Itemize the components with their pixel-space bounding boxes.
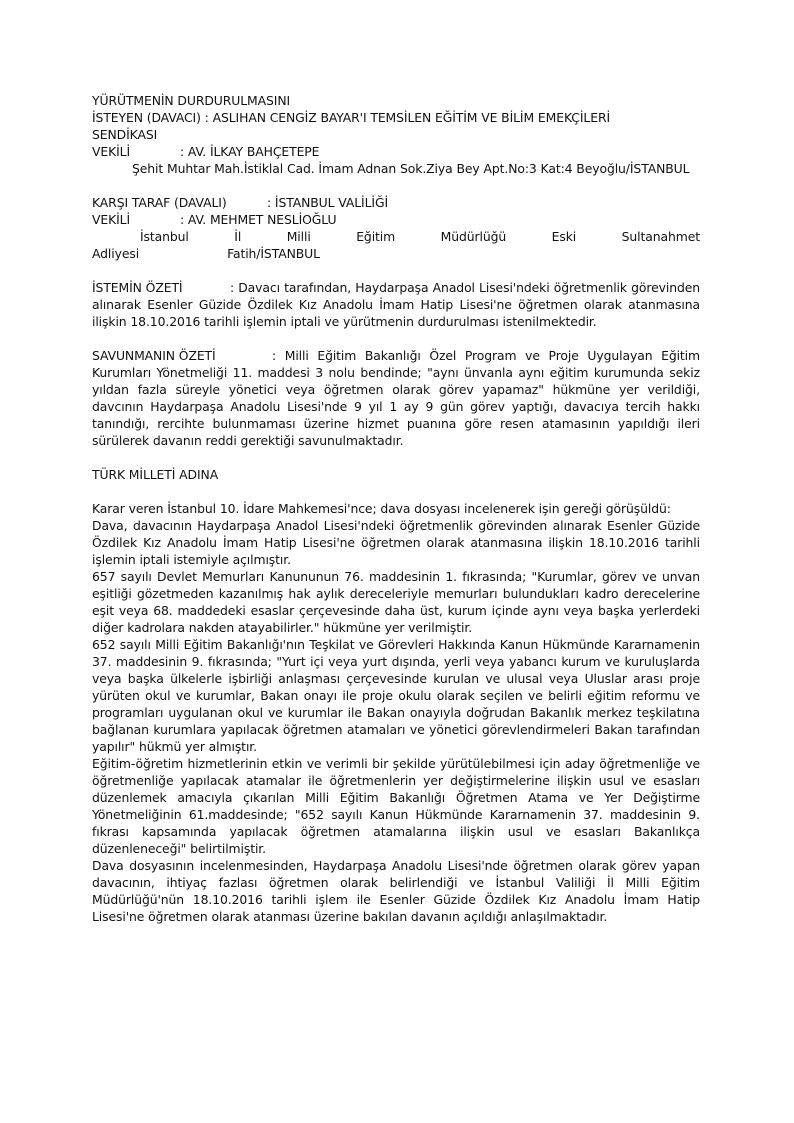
defense-summary-label: SAVUNMANIN ÖZETİ xyxy=(92,348,216,363)
body-paragraph: 657 sayılı Devlet Memurları Kanununun 76. maddesinin 1. fıkrasında; "Kurumlar, görev ve unvan eşitliği gözetmeden kazanılmış hak aylık dereceleriyle memurları bulundukları kadro derecelerine eşit veya 68. maddedeki esaslar çerçevesinde daha üst, kurum içinde aynı veya başka yerlerdeki diğer kadrolara nakden atayabilirler." hükmüne yer verilmiştir. xyxy=(92,569,700,635)
plaintiff-block xyxy=(92,109,700,177)
plaintiff-attorney-label: VEKİLİ xyxy=(92,144,131,159)
plaintiff-line xyxy=(92,109,700,126)
defendant-attorney-name: : AV. MEHMET NESLİOĞLU xyxy=(180,212,337,227)
document-page xyxy=(92,92,700,925)
defense-summary-text: : Milli Eğitim Bakanlığı Özel Program ve Proje Uygulayan Eğitim Kurumları Yönetmeliği 11. maddesi 3 nolu bendinde; "aynı ünvanla aynı eğitim kurumunda sekiz yıldan fazla süreyle yönetici veya öğretmen olarak görev yapamaz" hükmüne yer verildiği, davcının Haydarpaşa Anadolu Lisesi'nde 9 yıl 1 ay 9 gün görev yaptığı, davacıya tercih hakkı tanındığı, rercihte bulunmaması üzerine hizmet puanına göre resen atamasının yapıldığı ileri sürülerek davanın reddi gerektiği savunulmaktadır. xyxy=(92,348,700,448)
plaintiff-attorney-line xyxy=(92,143,700,160)
body-paragraph: 652 sayılı Milli Eğitim Bakanlığı'nın Teşkilat ve Görevleri Hakkında Kanun Hükmünde Kararnamenin 37. maddesinin 9. fıkrasında; "Yurt içi veya yurt dışında, yerli veya yabancı kurum ve kuruluşlarda veya başka ülkelerle işbirliği anlaşması çerçevesinde kurulan ve ulusal veya Uluslar arası proje yürüten okul ve kurumlar, Bakan onayı ile proje okulu olarak seçilen ve belirli eğitim reformu ve programları uygulanan okul ve kurumlar ile Bakan onayıyla doğrudan Bakanlık merkez teşkilatına bağlanan kurumlara yapılacak öğretmen atamaları ve yönetici görevlendirmeleri Bakan tarafından yapılır" hükmü yer almıştır. xyxy=(92,637,700,754)
nation-heading: TÜRK MİLLETİ ADINA xyxy=(92,467,219,482)
plaintiff-name: ASLIHAN CENGİZ BAYAR'I TEMSİLEN EĞİTİM VE BİLİM EMEKÇİLERİ xyxy=(212,110,611,125)
plaintiff-label: İSTEYEN (DAVACI) : xyxy=(92,110,209,125)
claim-summary-text: : Davacı tarafından, Haydarpaşa Anadol Lisesi'ndeki öğretmenlik görevinden alınarak Esenler Güzide Özdilek Kız Anadolu İmam Hatip Lisesi'ne öğretmen olarak atanmasına ilişkin 18.10.2016 tarihli işlemin iptali ve yürütmenin durdurulması istenilmektedir. xyxy=(92,280,700,329)
plaintiff-name-cont: SENDİKASI xyxy=(92,127,158,142)
defendant-block xyxy=(92,194,700,262)
claim-summary-label: İSTEMİN ÖZETİ xyxy=(92,280,183,295)
defendant-attorney-label: VEKİLİ xyxy=(92,212,131,227)
defendant-attorney-line xyxy=(92,211,700,228)
body-paragraph: Karar veren İstanbul 10. İdare Mahkemesi'nce; dava dosyası incelenerek işin gereği görüşüldü: xyxy=(92,501,671,516)
defendant-line xyxy=(92,194,700,211)
defendant-address-1: İstanbul İl Milli Eğitim Müdürlüğü Eski Sultanahmet xyxy=(140,229,700,244)
body-paragraph: Dava dosyasının incelenmesinden, Haydarpaşa Anadolu Lisesi'nde öğretmen olarak görev yapan davacının, ihtiyaç fazlası öğretmen olarak belirlendiği ve İstanbul Valiliği İl Milli Eğitim Müdürlüğü'nün 18.10.2016 tarihli işlem ile Esenler Güzide Özdilek Kız Anadolu İmam Hatip Lisesi'ne öğretmen olarak atanması üzerine bakılan davanın açıldığı anlaşılmaktadır. xyxy=(92,858,700,924)
defendant-address-2: Adliyesi Fatih/İSTANBUL xyxy=(92,246,320,261)
defense-summary xyxy=(92,347,700,449)
document-title: YÜRÜTMENİN DURDURULMASINI xyxy=(92,93,291,108)
claim-summary xyxy=(92,279,700,330)
body-paragraph: Dava, davacının Haydarpaşa Anadol Lisesi'ndeki öğretmenlik görevinden alınarak Esenler Güzide Özdilek Kız Anadolu İmam Hatip Lisesi'ne öğretmen olarak atanmasına ilişkin 18.10.2016 tarihli işlemin iptali istemiyle açılmıştır. xyxy=(92,518,700,567)
body-paragraph: Eğitim-öğretim hizmetlerinin etkin ve verimli bir şekilde yürütülebilmesi için aday öğretmenliğe ve öğretmenliğe yapılacak atamalar ile öğretmenlerin yer değiştirmelerine ilişkin usul ve esasları düzenlemek amacıyla çıkarılan Milli Eğitim Bakanlığı Öğretmen Atama ve Yer Değiştirme Yönetmeliğinin 61.maddesinde; "652 sayılı Kanun Hükmünde Kararnamenin 37. maddesinin 9. fıkrası kapsamında yapılacak öğretmen atamalarına ilişkin usul ve esasları Bakanlıkça düzenleneceği" belirtilmiştir. xyxy=(92,756,700,856)
defendant-label: KARŞI TARAF (DAVALI) xyxy=(92,195,227,210)
defendant-name: : İSTANBUL VALİLİĞİ xyxy=(267,195,389,210)
plaintiff-attorney-name: : AV. İLKAY BAHÇETEPE xyxy=(180,144,320,159)
plaintiff-address: Şehit Muhtar Mah.İstiklal Cad. İmam Adnan Sok.Ziya Bey Apt.No:3 Kat:4 Beyoğlu/İSTANBUL xyxy=(132,161,690,176)
